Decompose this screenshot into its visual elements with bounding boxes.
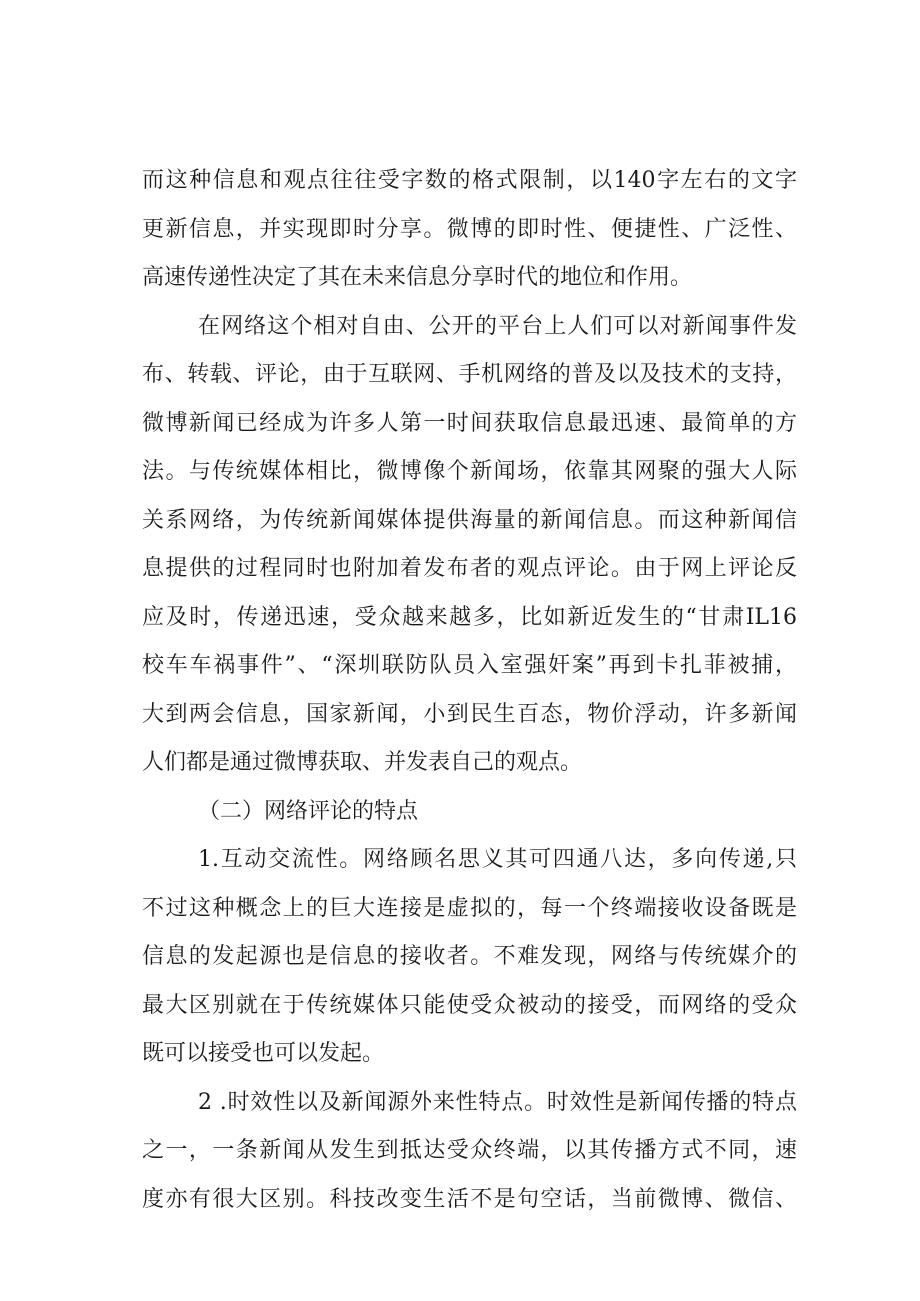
paragraph-start-line: 2 .时效性以及新闻源外来性特点。时效性是新闻传播的特点 [198, 1089, 797, 1115]
section-heading: （二）网络评论的特点 [198, 798, 419, 824]
text-line: 不过这种概念上的巨大连接是虚拟的，每一个终端接收设备既是 [142, 895, 797, 921]
text-line: 息提供的过程同时也附加着发布者的观点评论。由于网上评论反 [142, 556, 797, 581]
paragraph-start-line: 1.互动交流性。网络顾名思义其可四通八达，多向传递,只 [198, 847, 797, 872]
text-line: 既可以接受也可以发起。 [142, 1041, 385, 1066]
text-line: 应及时，传递迅速，受众越来越多，比如新近发生的“甘肃IL16 [142, 604, 797, 630]
text-line: 校车车祸事件”、“深圳联防队员入室强奸案”再到卡扎菲被捕， [142, 653, 797, 678]
text-line: 信息的发起源也是信息的接收者。不难发现，网络与传统媒介的 [142, 944, 797, 969]
paragraph-start-line: 在网络这个相对自由、公开的平台上人们可以对新闻事件发 [198, 313, 797, 339]
text-line: 最大区别就在于传统媒体只能使受众被动的接受，而网络的受众 [142, 992, 797, 1018]
text-line: 微博新闻已经成为许多人第一时间获取信息最迅速、最简单的方 [142, 410, 797, 436]
body-text [142, 157, 797, 1224]
text-line: 法。与传统媒体相比，微博像个新闻场，依靠其网聚的强大人际 [142, 459, 797, 484]
text-line: 人们都是通过微博获取、并发表自己的观点。 [142, 750, 583, 775]
text-line: 度亦有很大区别。科技改变生活不是句空话，当前微博、微信、 [142, 1186, 797, 1212]
text-line: 高速传递性决定了其在未来信息分享时代的地位和作用。 [142, 265, 693, 290]
text-line: 更新信息，并实现即时分享。微博的即时性、便捷性、广泛性、 [142, 216, 797, 242]
text-line: 大到两会信息，国家新闻，小到民生百态，物价浮动，许多新闻 [142, 701, 797, 727]
text-line: 而这种信息和观点往往受字数的格式限制，以140字左右的文字 [142, 168, 797, 193]
text-line: 关系网络，为传统新闻媒体提供海量的新闻信息。而这种新闻信 [142, 507, 797, 533]
text-line: 布、转载、评论，由于互联网、手机网络的普及以及技术的支持， [142, 362, 797, 387]
text-line: 之一，一条新闻从发生到抵达受众终端，以其传播方式不同，速 [142, 1138, 797, 1163]
